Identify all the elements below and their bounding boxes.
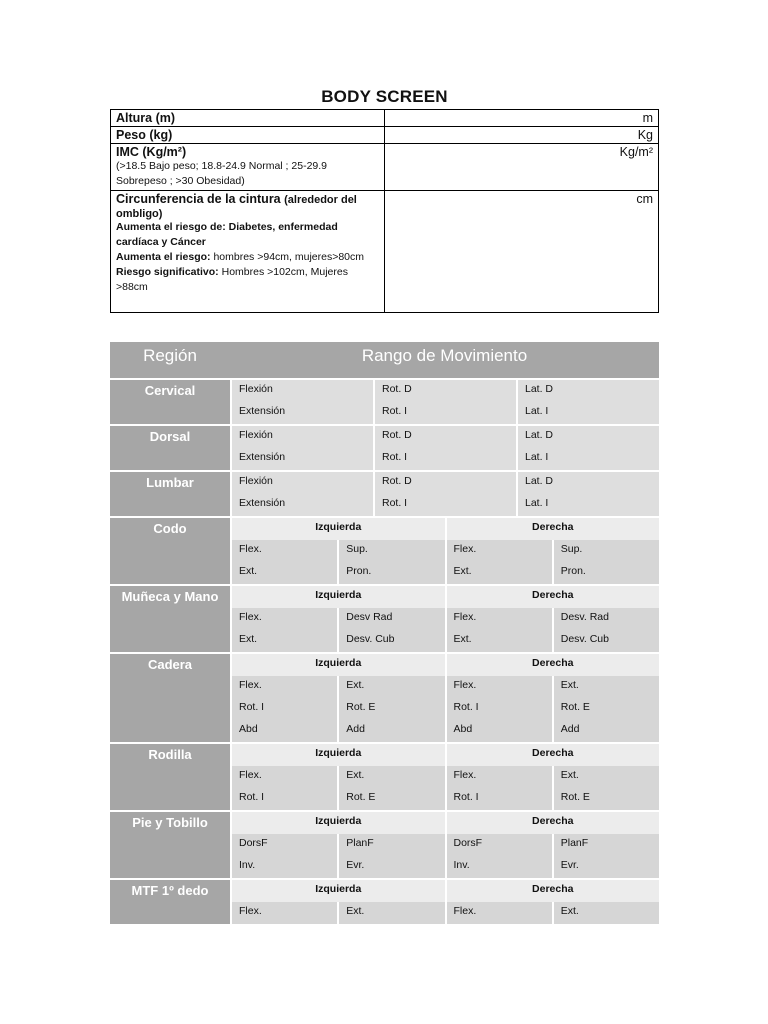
- rom-row: [230, 834, 659, 856]
- side-right-label: Derecha: [445, 518, 660, 540]
- cintura-line3-value: Hombres >102cm, Mujeres >88cm: [116, 266, 348, 293]
- peso-row: [111, 127, 659, 144]
- measure-cell[interactable]: Abd: [230, 720, 337, 742]
- region-label: Cadera: [110, 654, 230, 742]
- rom-row: [230, 720, 659, 742]
- side-header-row: [230, 654, 659, 676]
- region-cells: [230, 380, 659, 424]
- measure-cell[interactable]: Flexión: [230, 472, 373, 494]
- measure-cell[interactable]: Pron.: [552, 562, 659, 584]
- rom-row: [230, 402, 659, 424]
- region-group: [110, 652, 659, 742]
- measure-cell[interactable]: Desv. Rad: [552, 608, 659, 630]
- region-label: Muñeca y Mano: [110, 586, 230, 652]
- measure-cell[interactable]: Ext.: [552, 676, 659, 698]
- region-label: Codo: [110, 518, 230, 584]
- side-right-label: Derecha: [445, 812, 660, 834]
- rom-row: [230, 562, 659, 584]
- measure-cell[interactable]: Rot. I: [373, 402, 516, 424]
- side-header-row: [230, 880, 659, 902]
- measure-cell[interactable]: Rot. E: [337, 698, 444, 720]
- measure-cell[interactable]: Rot. E: [552, 788, 659, 810]
- measure-cell[interactable]: PlanF: [552, 834, 659, 856]
- imc-unit[interactable]: Kg/m²: [385, 144, 659, 191]
- cintura-line2-label: Aumenta el riesgo:: [116, 251, 211, 263]
- side-right-label: Derecha: [445, 880, 660, 902]
- measure-cell[interactable]: Rot. I: [230, 698, 337, 720]
- altura-row: [111, 110, 659, 127]
- rom-row: [230, 630, 659, 652]
- measure-cell[interactable]: Flex.: [230, 608, 337, 630]
- measure-cell[interactable]: Lat. I: [516, 402, 659, 424]
- measure-cell[interactable]: Rot. I: [445, 788, 552, 810]
- measure-cell[interactable]: Add: [337, 720, 444, 742]
- measure-cell[interactable]: Ext.: [230, 562, 337, 584]
- measure-cell[interactable]: Evr.: [552, 856, 659, 878]
- measure-cell[interactable]: Flex.: [230, 902, 337, 924]
- measure-cell[interactable]: Lat. D: [516, 380, 659, 402]
- page-title: BODY SCREEN: [321, 87, 448, 106]
- measure-cell[interactable]: Extensión: [230, 448, 373, 470]
- measure-cell[interactable]: Rot. I: [445, 698, 552, 720]
- cintura-row: [111, 191, 659, 313]
- region-group: [110, 878, 659, 924]
- measure-cell[interactable]: DorsF: [230, 834, 337, 856]
- measure-cell[interactable]: Ext.: [552, 766, 659, 788]
- rom-row: [230, 766, 659, 788]
- measure-cell[interactable]: Rot. I: [373, 494, 516, 516]
- rom-row: [230, 608, 659, 630]
- measure-cell[interactable]: Lat. I: [516, 494, 659, 516]
- rom-header: [110, 342, 659, 378]
- measure-cell[interactable]: Extensión: [230, 494, 373, 516]
- rom-row: [230, 494, 659, 516]
- measure-cell[interactable]: Ext.: [337, 676, 444, 698]
- altura-unit[interactable]: m: [385, 110, 659, 127]
- measure-cell[interactable]: Rot. E: [337, 788, 444, 810]
- side-header-row: [230, 744, 659, 766]
- cintura-cell: [111, 191, 385, 313]
- measure-cell[interactable]: Flex.: [230, 766, 337, 788]
- measure-cell[interactable]: Pron.: [337, 562, 444, 584]
- measure-cell[interactable]: Flex.: [230, 676, 337, 698]
- region-group: [110, 516, 659, 584]
- header-region: Región: [143, 346, 197, 365]
- measure-cell[interactable]: Rot. D: [373, 380, 516, 402]
- region-group: [110, 810, 659, 878]
- rom-row: [230, 380, 659, 402]
- imc-note: (>18.5 Bajo peso; 18.8-24.9 Normal ; 25-29.9 Sobrepeso ; >30 Obesidad): [116, 160, 328, 187]
- measure-cell[interactable]: Sup.: [337, 540, 444, 562]
- imc-cell: [111, 144, 385, 191]
- rom-row: [230, 856, 659, 878]
- rom-row: [230, 426, 659, 448]
- measure-cell[interactable]: Evr.: [337, 856, 444, 878]
- measure-cell[interactable]: Ext.: [445, 630, 552, 652]
- region-cells: [230, 472, 659, 516]
- region-cells: [230, 880, 659, 924]
- side-header-row: [230, 518, 659, 540]
- measure-cell[interactable]: Inv.: [230, 856, 337, 878]
- region-group: [110, 584, 659, 652]
- rom-row: [230, 698, 659, 720]
- region-cells: [230, 426, 659, 470]
- measure-cell[interactable]: Flex.: [445, 902, 552, 924]
- region-group: [110, 470, 659, 516]
- measure-cell[interactable]: Abd: [445, 720, 552, 742]
- measure-cell[interactable]: Add: [552, 720, 659, 742]
- measure-cell[interactable]: Ext.: [337, 902, 444, 924]
- region-label: Rodilla: [110, 744, 230, 810]
- region-label: Lumbar: [110, 472, 230, 516]
- region-group: [110, 378, 659, 424]
- region-cells: [230, 586, 659, 652]
- measure-cell[interactable]: Flex.: [445, 676, 552, 698]
- region-group: [110, 424, 659, 470]
- measure-cell[interactable]: Ext.: [445, 562, 552, 584]
- region-group: [110, 742, 659, 810]
- cintura-label-note: (alrededor del ombligo): [116, 194, 357, 220]
- region-label: Dorsal: [110, 426, 230, 470]
- imc-row: [111, 144, 659, 191]
- measure-cell[interactable]: Rot. I: [230, 788, 337, 810]
- body-measures-table: [110, 109, 659, 313]
- measure-cell[interactable]: PlanF: [337, 834, 444, 856]
- side-left-label: Izquierda: [230, 654, 445, 676]
- rom-row: [230, 448, 659, 470]
- cintura-line1: Aumenta el riesgo de: Diabetes, enfermedad cardíaca y Cáncer: [116, 221, 338, 248]
- measure-cell[interactable]: Flexión: [230, 380, 373, 402]
- measure-cell[interactable]: Desv. Cub: [552, 630, 659, 652]
- peso-label: Peso (kg): [111, 127, 385, 144]
- region-cells: [230, 812, 659, 878]
- side-right-label: Derecha: [445, 654, 660, 676]
- measure-cell[interactable]: Desv Rad: [337, 608, 444, 630]
- measure-cell[interactable]: Rot. I: [373, 448, 516, 470]
- rom-row: [230, 788, 659, 810]
- side-left-label: Izquierda: [230, 586, 445, 608]
- side-left-label: Izquierda: [230, 880, 445, 902]
- measure-cell[interactable]: Flex.: [230, 540, 337, 562]
- side-right-label: Derecha: [445, 744, 660, 766]
- cintura-line2-value: hombres >94cm, mujeres>80cm: [213, 251, 365, 263]
- cintura-line3-label: Riesgo significativo:: [116, 266, 219, 278]
- altura-label: Altura (m): [111, 110, 385, 127]
- measure-cell[interactable]: Flex.: [445, 608, 552, 630]
- side-right-label: Derecha: [445, 586, 660, 608]
- measure-cell[interactable]: Lat. D: [516, 426, 659, 448]
- measure-cell[interactable]: Rot. D: [373, 472, 516, 494]
- measure-cell[interactable]: Inv.: [445, 856, 552, 878]
- region-cells: [230, 654, 659, 742]
- side-header-row: [230, 812, 659, 834]
- measure-cell[interactable]: Flex.: [445, 766, 552, 788]
- region-cells: [230, 744, 659, 810]
- measure-cell[interactable]: Flex.: [445, 540, 552, 562]
- measure-cell[interactable]: DorsF: [445, 834, 552, 856]
- range-of-motion-table: [110, 342, 659, 924]
- measure-cell[interactable]: Rot. D: [373, 426, 516, 448]
- measure-cell[interactable]: Extensión: [230, 402, 373, 424]
- side-left-label: Izquierda: [230, 518, 445, 540]
- peso-unit[interactable]: Kg: [385, 127, 659, 144]
- measure-cell[interactable]: Ext.: [552, 902, 659, 924]
- region-label: Cervical: [110, 380, 230, 424]
- side-left-label: Izquierda: [230, 812, 445, 834]
- side-header-row: [230, 586, 659, 608]
- rom-row: [230, 540, 659, 562]
- side-left-label: Izquierda: [230, 744, 445, 766]
- rom-row: [230, 676, 659, 698]
- cintura-label: Circunferencia de la cintura: [116, 192, 281, 206]
- measure-cell[interactable]: Desv. Cub: [337, 630, 444, 652]
- measure-cell[interactable]: Ext.: [337, 766, 444, 788]
- measure-cell[interactable]: Ext.: [230, 630, 337, 652]
- measure-cell[interactable]: Rot. E: [552, 698, 659, 720]
- region-label: MTF 1º dedo: [110, 880, 230, 924]
- imc-label: IMC (Kg/m²): [116, 145, 187, 159]
- rom-row: [230, 472, 659, 494]
- region-cells: [230, 518, 659, 584]
- header-range: Rango de Movimiento: [361, 346, 528, 365]
- measure-cell[interactable]: Lat. D: [516, 472, 659, 494]
- measure-cell[interactable]: Flexión: [230, 426, 373, 448]
- region-label: Pie y Tobillo: [110, 812, 230, 878]
- measure-cell[interactable]: Lat. I: [516, 448, 659, 470]
- rom-row: [230, 902, 659, 924]
- measure-cell[interactable]: Sup.: [552, 540, 659, 562]
- cintura-unit[interactable]: cm: [385, 191, 659, 313]
